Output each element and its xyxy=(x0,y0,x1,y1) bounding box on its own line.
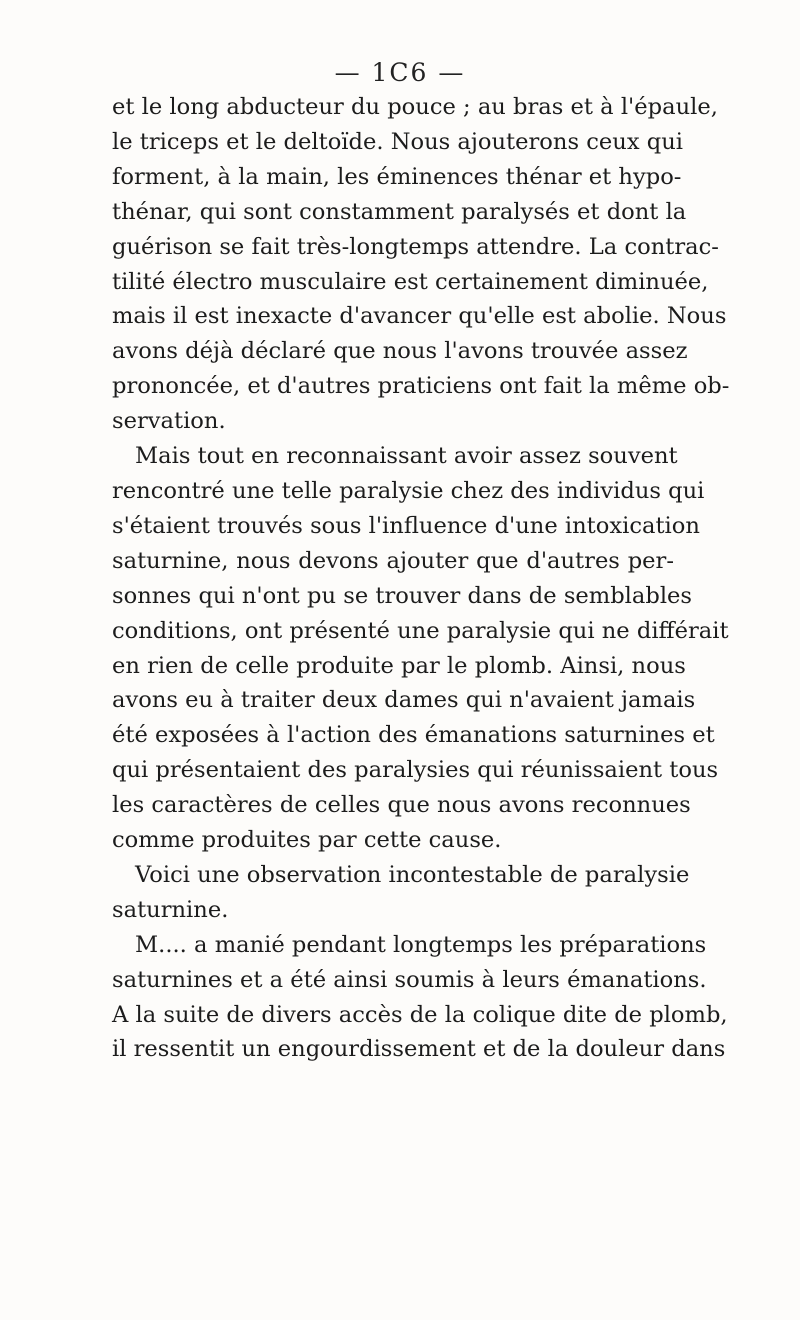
text-line: en rien de celle produite par le plomb. Ainsi, nous xyxy=(112,652,686,679)
text-line: saturnines et a été ainsi soumis à leurs émanations. xyxy=(112,966,707,993)
text-line: servation. xyxy=(112,408,226,435)
text-line: M.... a manié pendant longtemps les préparations xyxy=(135,931,707,958)
text-line: conditions, ont présenté une paralysie qui ne différait xyxy=(112,617,729,644)
text-line: prononcée, et d'autres praticiens ont fait la même ob- xyxy=(112,373,730,400)
text-line: avons eu à traiter deux dames qui n'avaient jamais xyxy=(112,687,696,714)
text-line: avons déjà déclaré que nous l'avons trouvée assez xyxy=(112,338,688,365)
text-line: le triceps et le deltoïde. Nous ajouterons ceux qui xyxy=(112,128,683,155)
text-line: mais il est inexacte d'avancer qu'elle est abolie. Nous xyxy=(112,303,727,330)
page-number-header: — 1C6 — xyxy=(334,58,466,87)
text-line: été exposées à l'action des émanations saturnines et xyxy=(112,722,715,749)
text-line: saturnine. xyxy=(112,896,229,923)
text-line: comme produites par cette cause. xyxy=(112,827,502,854)
text-line: guérison se fait très-longtemps attendre. La contrac- xyxy=(112,233,719,260)
text-line: et le long abducteur du pouce ; au bras et à l'épaule, xyxy=(112,94,718,120)
text-line: forment, à la main, les éminences thénar et hypo- xyxy=(112,163,682,190)
text-line: saturnine, nous devons ajouter que d'autres per- xyxy=(112,547,674,574)
text-line: Voici une observation incontestable de paralysie xyxy=(135,861,690,888)
text-line: qui présentaient des paralysies qui réunissaient tous xyxy=(112,757,719,784)
text-line: Mais tout en reconnaissant avoir assez souvent xyxy=(135,443,678,470)
text-line: les caractères de celles que nous avons reconnues xyxy=(112,792,691,819)
text-line: thénar, qui sont constamment paralysés et dont la xyxy=(112,198,687,225)
text-line: sonnes qui n'ont pu se trouver dans de semblables xyxy=(112,582,693,609)
text-line: rencontré une telle paralysie chez des individus qui xyxy=(112,477,705,504)
text-line: il ressentit un engourdissement et de la douleur dans xyxy=(112,1036,726,1063)
text-line: s'étaient trouvés sous l'influence d'une intoxication xyxy=(112,512,700,539)
text-line: tilité électro musculaire est certainement diminuée, xyxy=(112,268,709,295)
text-line: A la suite de divers accès de la colique dite de plomb, xyxy=(112,1001,728,1028)
page-body-text xyxy=(112,90,730,1067)
